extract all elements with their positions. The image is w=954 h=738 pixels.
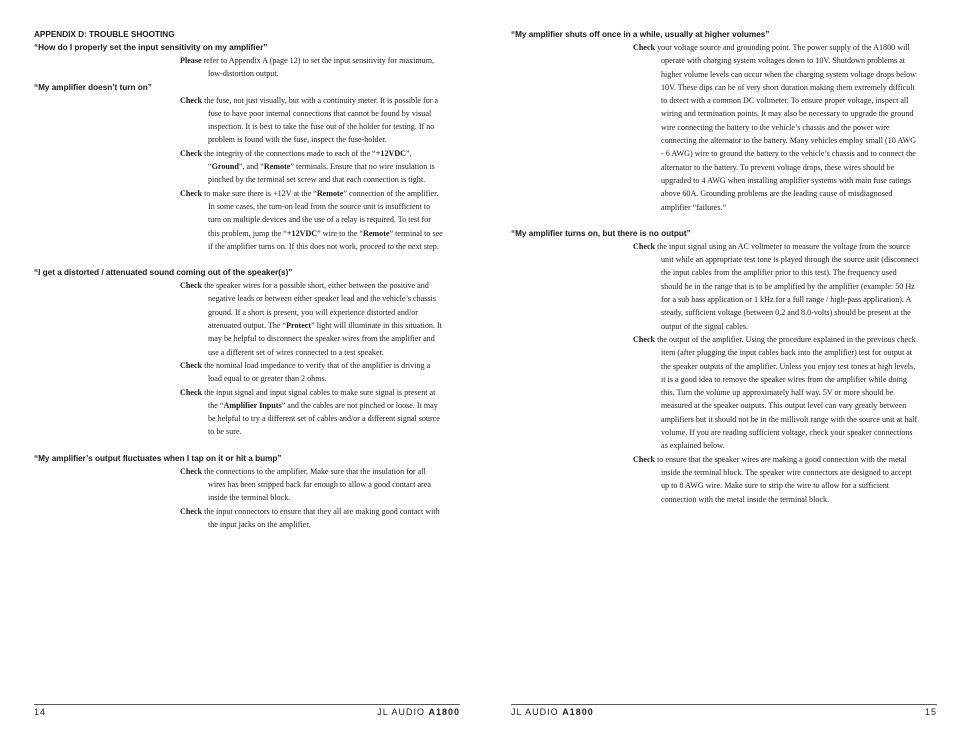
footer-rule <box>34 704 460 705</box>
check-text: the input signal using an AC voltmeter to measure the voltage from the source unit while an appropriate test tone is played through the source unit (disconnect the input cables from the amplifier prior to this test). The frequency used should be in the range that is to be amplified by the amplifier (example: 50 Hz for a sub bass application or 1 kHz for a full range / high-pass application). A steady, sufficient voltage (between 0.2 and 8.0-volts) should be present at the output of the signal cables. <box>655 241 919 331</box>
check-text: your voltage source and grounding point. The power supply of the A1800 will operate with charging system voltages down to 10V. Shutdown problems at higher volume levels can occur when the charging system voltage drops below 10V. These dips can be of very short duration making them extremely difficult to detect with a common DC voltmeter. To ensure proper voltage, inspect all wiring and termination points. It may also be necessary to upgrade the ground wire connecting the battery to the vehicle’s chassis and the power wire connecting the alternator to the battery. Many vehicles employ small (10 AWG - 6 AWG) wire to ground the battery to the vehicle’s chassis and to connect the alternator to the battery. To prevent voltage drops, these wires should be upgraded to 4 AWG when installing amplifier systems with main fuse ratings above 60A. Grounding problems are the leading cause of misdiagnosed amplifier “failures.” <box>655 43 917 212</box>
check-keyword: Check <box>180 506 203 516</box>
check-text: the connections to the amplifier. Make sure that the insulation for all wires has been stripped back far enough to allow a good contact area inside the terminal block. <box>202 466 431 503</box>
page-number: 14 <box>34 707 47 717</box>
check-item <box>180 359 444 386</box>
check-text: the input connectors to ensure that they all are making good contact with the input jacks on the amplifier. <box>202 506 440 529</box>
check-item <box>180 505 444 532</box>
check-text: the speaker wires for a possible short, either between the positive and negative leads or between either speaker lead and the vehicle’s chassis ground. If a short is present, you will experience distorted and/or attenuated output. The “Protect” light will illuminate in this situation. It may be helpful to disconnect the speaker wires from the amplifier and use a different set of wires connected to a test speaker. <box>202 281 442 357</box>
check-item <box>180 187 444 253</box>
check-item <box>633 41 919 214</box>
check-item <box>180 465 444 505</box>
right-column <box>511 28 919 506</box>
footer-brand <box>511 707 594 717</box>
check-keyword: Check <box>633 334 656 344</box>
check-keyword: Check <box>633 43 656 52</box>
check-item <box>180 386 444 439</box>
brand-model: A1800 <box>562 707 594 717</box>
question-heading: “I get a distorted / attenuated sound coming out of the speaker(s)” <box>34 268 293 278</box>
check-text: to make sure there is +12V at the “Remote” connection of the amplifier. In some cases, the turn-on lead from the source unit is insufficient to turn on multiple devices and the use of a relay is required. To test for this problem, jump the “+12VDC” wire to the “Remote” terminal to see if the amplifier turns on. If this does not work, proceed to the next step. <box>202 188 443 251</box>
appendix-title: APPENDIX D: TROUBLE SHOOTING <box>34 30 175 39</box>
check-keyword: Check <box>180 466 203 476</box>
check-keyword: Check <box>180 188 203 198</box>
left-sections <box>34 41 444 531</box>
question-heading: “My amplifier’s output fluctuates when I tap on it or hit a bump” <box>34 453 282 463</box>
question-heading: “How do I properly set the input sensitivity on my amplifier” <box>34 43 268 52</box>
check-item <box>180 147 444 187</box>
check-item <box>180 54 444 81</box>
right-page <box>477 0 954 738</box>
check-text: the integrity of the connections made to each of the “+12VDC”, “Ground”, and “Remote” terminals. Ensure that no wire insulation is pinched by the terminal set screw and that each connection is tight. <box>202 148 435 185</box>
check-item <box>633 240 919 333</box>
footer-brand <box>377 707 460 717</box>
footer-rule <box>511 704 937 705</box>
check-item <box>633 333 919 453</box>
check-keyword: Check <box>633 454 656 464</box>
check-keyword: Check <box>180 281 203 291</box>
check-text: the output of the amplifier. Using the procedure explained in the previous check item (after plugging the input cables back into the amplifier) test for output at the speaker outputs of the amplifier. Unless you enjoy test tones at high levels, it is a good idea to remove the speaker wires from the amplifier while doing this. Turn the volume up approximately half way. 5V or more should be measured at the speaker outputs. This output level can vary greatly between amplifiers but it should not be in the millivolt range with the source unit at half volume. If you are reading sufficient voltage, check your speaker connections as explained below. <box>655 334 918 451</box>
brand-prefix: JL AUDIO <box>377 707 429 717</box>
question-heading: “My amplifier shuts off once in a while, usually at higher volumes” <box>511 30 770 39</box>
check-item <box>180 279 444 359</box>
check-text: the nominal load impedance to verify that of the amplifier is driving a load equal to or greater than 2 ohms. <box>202 360 431 384</box>
check-text: refer to Appendix A (page 12) to set the input sensitivity for maximum, low-distortion output. <box>201 56 435 79</box>
check-keyword: Please <box>180 56 202 65</box>
question-heading: “My amplifier doesn’t turn on” <box>34 82 152 92</box>
brand-model: A1800 <box>428 707 460 717</box>
check-text: the fuse, not just visually, but with a continuity meter. It is possible for a fuse to have poor internal connections that cannot be found by visual inspection. It is best to take the fuse out of the holder for testing. If no problem is found with the fuse, inspect the fuse-holder. <box>202 95 439 145</box>
check-keyword: Check <box>180 360 203 370</box>
page-number: 15 <box>924 707 937 717</box>
check-item <box>633 453 919 506</box>
check-keyword: Check <box>633 241 656 251</box>
check-item <box>180 94 444 147</box>
question-heading: “My amplifier turns on, but there is no output” <box>511 228 691 238</box>
check-keyword: Check <box>180 148 203 158</box>
check-keyword: Check <box>180 387 203 397</box>
check-text: the input signal and input signal cables to make sure signal is present at the “Amplifier Inputs” and the cables are not pinched or loose. It may be helpful to try a different set of cables and/or a different signal source to be sure. <box>202 387 440 437</box>
check-keyword: Check <box>180 95 203 105</box>
left-column <box>34 28 444 531</box>
brand-prefix: JL AUDIO <box>511 707 563 717</box>
right-sections <box>511 28 919 506</box>
check-text: to ensure that the speaker wires are making a good connection with the metal inside the terminal block. The speaker wire connectors are designed to accept up to 8 AWG wire. Make sure to strip the wire to allow for a sufficient connection with the metal inside the terminal block. <box>655 454 912 504</box>
